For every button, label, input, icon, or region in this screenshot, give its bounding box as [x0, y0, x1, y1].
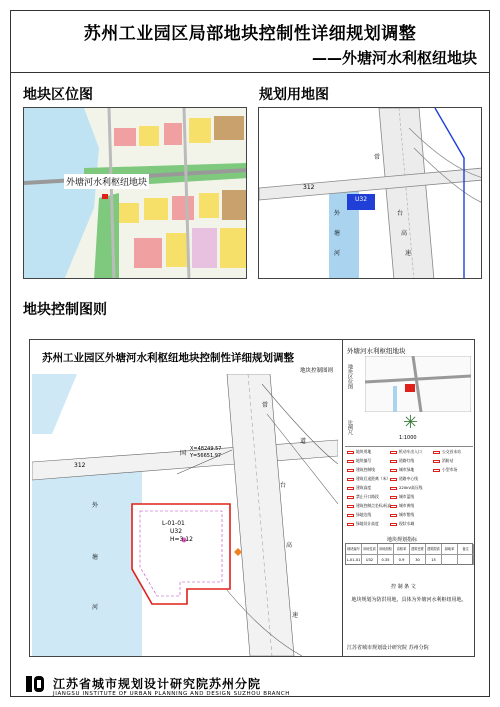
legend-label: 地块编号: [356, 458, 372, 463]
control-road-char-4: 高: [286, 542, 293, 549]
legend-swatch: [433, 469, 440, 472]
control-section-label: 地块控制图则: [23, 302, 107, 318]
north-arrow-icon: ✳: [403, 412, 419, 433]
index-header-cell: 用地面积: [378, 544, 394, 555]
control-river-char-2: 塘: [92, 554, 99, 561]
legend-label: 道路红线: [399, 458, 415, 463]
legend-swatch: [390, 496, 397, 499]
terms-title: 控 制 条 文: [391, 584, 416, 590]
document-frame: [10, 10, 490, 697]
legend-label: 城市紫线: [399, 512, 415, 517]
legend-label: 城市蓝线: [399, 494, 415, 499]
legend-label: 绿地边线: [356, 512, 372, 517]
plot-use: U32: [170, 528, 183, 535]
page-subtitle: ——外塘河水利枢纽地块: [311, 49, 477, 67]
institute-name-en: JIANGSU INSTITUTE OF URBAN PLANNING AND DESIGN SUZHOU BRANCH: [53, 691, 291, 697]
landuse-road-char-3: 高: [401, 230, 408, 237]
legend-swatch: [390, 460, 397, 463]
plot-height: H=3.12: [170, 536, 193, 543]
legend-item: [390, 449, 422, 455]
inset-side-label: 地块区位图: [347, 364, 353, 389]
legend-swatch: [347, 514, 354, 517]
legend-swatch: [390, 505, 397, 508]
legend-label: 消防站: [442, 458, 454, 463]
legend-item: [390, 458, 414, 464]
location-map-drawing: [24, 108, 247, 279]
index-header-cell: 建筑密度: [410, 544, 426, 555]
legend-label: 机动车出入口: [399, 449, 422, 454]
institute-logo: [25, 674, 47, 696]
control-road-312: 312: [74, 462, 86, 469]
index-table: [345, 543, 473, 565]
control-sheet-title: 苏州工业园区外塘河水利枢纽地块控制性详细规划调整: [42, 352, 294, 364]
legend-item: [347, 485, 371, 491]
index-value-cell: U32: [362, 555, 378, 565]
control-road-char-5: 速: [292, 612, 299, 619]
legend-label: 220kV高压线: [399, 485, 423, 490]
control-road-guo: 国: [180, 450, 187, 457]
legend-item: [347, 449, 371, 455]
landuse-site-code: U32: [355, 196, 368, 203]
legend-item: [390, 467, 414, 473]
legend-swatch: [347, 505, 354, 508]
terms-text: 地块规划为防洪用地，具体为外塘河水利枢纽用地。: [351, 597, 467, 603]
legend: [345, 446, 473, 534]
scale-value: 1:1000: [399, 435, 417, 441]
inset-map: [365, 356, 471, 412]
legend-swatch: [347, 478, 354, 481]
legend-item: [347, 494, 379, 500]
institute-name-cn: 江苏省城市规划设计研究院苏州分院: [53, 677, 262, 691]
legend-item: [347, 521, 379, 527]
index-header-cell: 容积率: [394, 544, 410, 555]
index-header-cell: 地块编号: [346, 544, 362, 555]
location-site-label: 外塘河水利枢纽地块: [64, 174, 149, 189]
legend-item: [347, 458, 371, 464]
coord-y: Y=56651.97: [190, 453, 222, 459]
control-road-char-3: 台: [280, 482, 287, 489]
institute-footer: 江苏省城市规划设计研究院 苏州分院: [347, 645, 429, 651]
legend-item: [390, 503, 414, 509]
legend-label: 城市绿地: [399, 467, 415, 472]
legend-swatch: [433, 460, 440, 463]
legend-item: [390, 512, 414, 518]
legend-item: [433, 467, 457, 473]
legend-label: 现状水域: [399, 521, 415, 526]
legend-item: [347, 467, 375, 473]
page-title: 苏州工业园区局部地块控制性详细规划调整: [83, 24, 417, 44]
legend-label: 建筑高度: [356, 485, 372, 490]
index-header-cell: 用地性质: [362, 544, 378, 555]
legend-label: 建筑控制点坐标/标高: [356, 503, 392, 508]
index-value-cell: 0.35: [378, 555, 394, 565]
legend-item: [347, 476, 390, 482]
legend-swatch: [390, 469, 397, 472]
landuse-road-char-4: 速: [405, 250, 412, 257]
control-river-char-3: 河: [92, 604, 99, 611]
control-road-char-1: 常: [262, 402, 269, 409]
legend-label: 道路中心线: [399, 476, 418, 481]
legend-swatch: [347, 460, 354, 463]
legend-swatch: [390, 514, 397, 517]
legend-label: 禁止开口路段: [356, 494, 379, 499]
control-side-column: [342, 340, 474, 656]
control-river-char-1: 外: [92, 502, 99, 509]
index-value-cell: [442, 555, 458, 565]
legend-swatch: [347, 487, 354, 490]
legend-item: [347, 503, 391, 509]
location-section-label: 地块区位图: [23, 87, 93, 103]
legend-item: [433, 449, 461, 455]
landuse-section-label: 规划用地图: [259, 87, 329, 103]
index-value-cell: 30: [410, 555, 426, 565]
legend-label: 城市黄线: [399, 503, 415, 508]
location-map: [23, 107, 247, 279]
legend-label: 小型市场: [442, 467, 458, 472]
inset-title: 外塘河水利枢纽地块: [347, 347, 406, 355]
legend-label: 公交首末站: [442, 449, 461, 454]
legend-swatch: [390, 478, 397, 481]
legend-item: [390, 476, 418, 482]
legend-item: [347, 512, 371, 518]
legend-label: 地块用地: [356, 449, 372, 454]
legend-swatch: [347, 469, 354, 472]
landuse-river-char-3: 河: [334, 250, 341, 257]
index-value-cell: L-01-01: [346, 555, 362, 565]
control-sheet-name: 地块控制图则: [300, 368, 334, 374]
legend-label: 建筑控制线: [356, 467, 375, 472]
legend-swatch: [347, 523, 354, 526]
index-title: 地块规划指标: [387, 537, 418, 543]
legend-label: 绿地设计高度: [356, 521, 379, 526]
landuse-river-char-1: 外: [334, 210, 341, 217]
legend-swatch: [347, 451, 354, 454]
index-value-cell: 15: [426, 555, 442, 565]
index-header-cell: 建筑限高: [426, 544, 442, 555]
index-value-cell: [458, 555, 474, 565]
index-header-cell: 备注: [458, 544, 474, 555]
title-box: [11, 11, 489, 73]
landuse-map: [258, 107, 482, 279]
legend-swatch: [390, 523, 397, 526]
control-road-char-2: 道: [300, 438, 307, 445]
scale-label: 比例尺: [347, 420, 353, 435]
landuse-map-drawing: [259, 108, 482, 279]
legend-swatch: [433, 451, 440, 454]
index-value-cell: 0.9: [394, 555, 410, 565]
legend-swatch: [390, 487, 397, 490]
legend-item: [390, 485, 422, 491]
landuse-road-char-1: 常: [374, 154, 381, 161]
legend-swatch: [347, 496, 354, 499]
coord-x: X=48249.57: [190, 446, 222, 452]
plot-id: L-01-01: [162, 520, 185, 527]
legend-item: [390, 521, 414, 527]
index-header-cell: 绿地率: [442, 544, 458, 555]
landuse-road-312: 312: [303, 184, 315, 191]
legend-item: [390, 494, 414, 500]
legend-item: [433, 458, 453, 464]
landuse-road-char-2: 台: [397, 210, 404, 217]
legend-swatch: [390, 451, 397, 454]
landuse-river-char-2: 塘: [334, 230, 341, 237]
control-sheet: [29, 339, 475, 657]
legend-label: 建筑后退距离（米）: [356, 476, 391, 481]
